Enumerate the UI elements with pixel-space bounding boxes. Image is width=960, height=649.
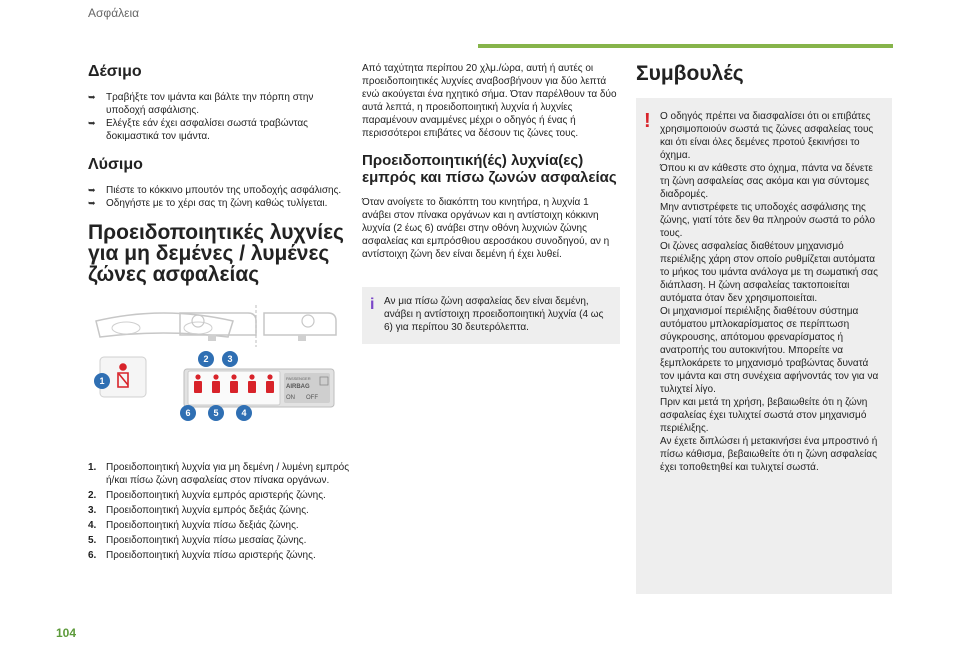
seatbelt-lamps-figure [88,299,350,449]
bullet-icon: ➥ [88,185,96,195]
list-item: 3. Προειδοποιητική λυχνία εμπρός δεξιάς ζώνης. [88,505,309,516]
list-item: 1. Προειδοποιητική λυχνία για μη δεμένη / λυμένη εμπρός ή/και πίσω ζώνη ασφαλείας στον πίνακα οργάνων. [88,462,350,486]
column-right [636,62,892,594]
list-item: ➥ Οδηγήστε με το χέρι σας τη ζώνη καθώς τυλίγεται. [88,198,328,209]
bullet-icon: ➥ [88,92,96,102]
unfasten-list [88,184,350,210]
section-label: Ασφάλεια [88,6,140,20]
intro-paragraph: Από ταχύτητα περίπου 20 χλμ./ώρα, αυτή ή αυτές οι προειδοποιητικές λυχνίες αναβοσβήνουν για δύο λεπτά ενώ ακούγεται ένα ηχητικό σήμα. Όταν παρέλθουν τα δύο αυτά λεπτά, η προειδοποιητική λυχνία ή λυχνίες παραμένουν αναμμένες μέχρι ο οδηγός ή ένας ή περισσότεροι επιβάτες να δέσουν τις ζώνες τους. [362,63,617,139]
panel-text: OFF [306,395,318,401]
fasten-title: Δέσιμο [88,63,142,80]
callout-1: 1 [99,376,105,386]
lamps-list [88,461,350,562]
advice-paragraph: Αν έχετε διπλώσει ή μετακινήσει ένα μπροστινό ή πίσω κάθισμα, βεβαιωθείτε ότι η ζώνη ασφαλείας έχει τοποθετηθεί και τυλιχτεί σωστά. [660,436,878,473]
info-note [362,287,620,344]
bullet-icon: ➥ [88,118,96,128]
header-rule [478,44,893,48]
rear-lamps-title: Προειδοποιητική(ές) λυχνία(ες) εμπρός και πίσω ζωνών ασφαλείας [362,152,617,186]
warning-icon: ! [644,110,651,132]
column-left [88,62,350,564]
list-item: 4. Προειδοποιητική λυχνία πίσω δεξιάς ζώνης. [88,520,299,531]
info-icon: i [370,296,375,313]
bullet-icon: ➥ [88,198,96,208]
callout-2: 2 [203,354,209,364]
list-item: 2. Προειδοποιητική λυχνία εμπρός αριστερής ζώνης. [88,490,326,501]
list-item: ➥ Τραβήξτε τον ιμάντα και βάλτε την πόρπη στην υποδοχή ασφάλισης. [88,92,314,116]
callout-5: 5 [213,408,219,418]
advice-paragraph: Πριν και μετά τη χρήση, βεβαιωθείτε ότι η ζώνη ασφαλείας έχει τυλιχτεί σωστά στον μηχανισμό περιέλιξης. [660,397,868,434]
panel-text: AIRBAG [286,384,310,390]
warning-lamps-title: Προειδοποιητικές λυχνίες για μη δεμένες / λυμένες ζώνες ασφαλείας [88,221,344,286]
callout-3: 3 [227,354,233,364]
advice-paragraph: Ο οδηγός πρέπει να διασφαλίσει ότι οι επιβάτες χρησιμοποιούν σωστά τις ζώνες ασφαλείας τους και ότι είναι όλες δεμένες προτού ξεκινήσει το όχημα. [660,111,874,161]
advice-box [636,98,892,594]
advice-paragraph: Οι ζώνες ασφαλείας διαθέτουν μηχανισμό περιέλιξης χάρη στον οποίο ρυθμίζεται αυτόματα το μήκος του ιμάντα ανάλογα με τη σωματική σας διάπλαση. Η ζώνη ασφαλείας τακτοποιείται αυτόματα όταν δεν χρησιμοποιείται. [660,241,878,304]
advice-paragraph: Όπου κι αν κάθεστε στο όχημα, πάντα να δένετε τη ζώνη ασφαλείας σας ακόμα και για σύντομες διαδρομές. [660,163,873,200]
rear-lamps-paragraph: Όταν ανοίγετε το διακόπτη του κινητήρα, η λυχνία 1 ανάβει στον πίνακα οργάνων και η αντίστοιχη κόκκινη λυχνία (2 έως 6) ανάβει στην οθόνη λυχνιών ζώνης ασφαλείας και εμπρόσθιου αεροσάκου συνοδηγού, αν η αντίστοιχη ζώνη δεν είναι δεμένη ή έχει λυθεί. [362,197,610,260]
advice-paragraph: Οι μηχανισμοί περιέλιξης διαθέτουν σύστημα αυτόματου μπλοκαρίσματος σε περίπτωση σύγκρουσης, απότομου φρεναρίσματος ή ανατροπής του αυτοκινήτου. Μπορείτε να ξεμπλοκάρετε το μηχανισμό τραβώντας δυνατά τον ιμάντα και στη συνέχεια αφήνοντάς τον για να τυλιχτεί λίγο. [660,306,879,395]
callout-6: 6 [185,408,191,418]
panel-text: PASSENGER [286,376,311,381]
fasten-list [88,91,350,143]
advice-title: Συμβουλές [636,62,744,85]
list-item: ➥ Ελέγξτε εάν έχει ασφαλίσει σωστά τραβώντας δοκιμαστικά τον ιμάντα. [88,118,308,142]
dashboard-illustration [88,299,350,449]
list-item: 5. Προειδοποιητική λυχνία πίσω μεσαίας ζώνης. [88,535,307,546]
note-text: Αν μια πίσω ζώνη ασφαλείας δεν είναι δεμένη, ανάβει η αντίστοιχη προειδοποιητική λυχνία (4 ως 6) για περίπου 30 δευτερόλεπτα. [384,296,604,333]
advice-paragraph: Μην αντιστρέφετε τις υποδοχές ασφάλισης της ζώνης, γιατί τότε δεν θα πληρούν σωστά το ρόλο τους. [660,202,876,239]
list-item: 6. Προειδοποιητική λυχνία πίσω αριστερής ζώνης. [88,550,316,561]
page-number: 104 [56,626,77,640]
panel-text: ON [286,395,295,401]
list-item: ➥ Πιέστε το κόκκινο μπουτόν της υποδοχής ασφάλισης. [88,185,342,196]
column-middle [362,62,620,344]
callout-4: 4 [241,408,247,418]
unfasten-title: Λύσιμο [88,156,143,173]
